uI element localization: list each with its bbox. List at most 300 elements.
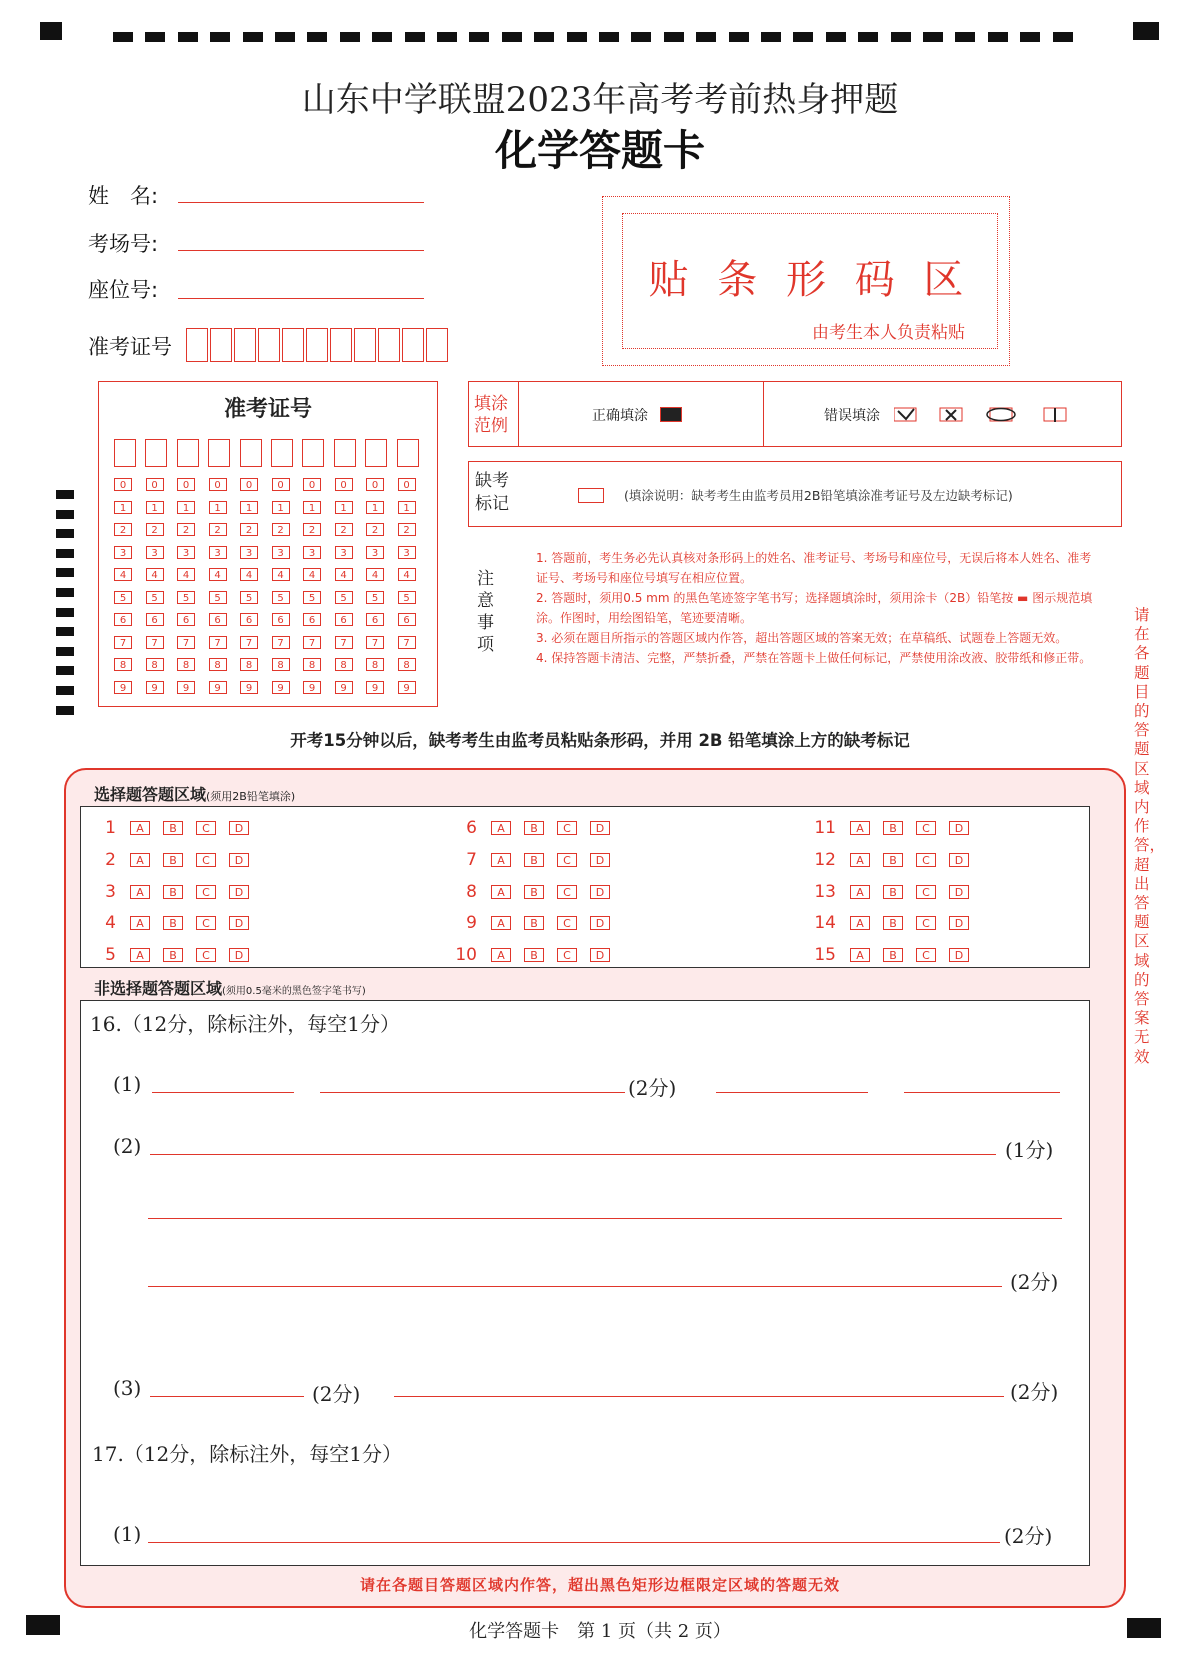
id-digit-row: [114, 478, 429, 494]
id-digit-bubble[interactable]: 5: [209, 591, 227, 604]
id-write-box[interactable]: [114, 439, 136, 467]
timing-mark: [534, 32, 554, 42]
id-digit-box[interactable]: [330, 328, 352, 362]
mc-option-bubble[interactable]: D: [229, 821, 249, 835]
id-digit-row: [114, 546, 429, 562]
id-write-box[interactable]: [334, 439, 356, 467]
timing-mark: [56, 510, 74, 519]
mc-option-bubble[interactable]: D: [590, 853, 610, 867]
q16-2b-points: (2分): [1010, 1270, 1059, 1294]
id-digit-bubble[interactable]: 8: [240, 658, 258, 671]
timing-mark: [729, 32, 749, 42]
id-digit-bubble[interactable]: 5: [177, 591, 195, 604]
id-digit-bubble[interactable]: 3: [366, 546, 384, 559]
id-digit-bubble[interactable]: 2: [146, 523, 164, 536]
id-digit-bubble[interactable]: 4: [366, 568, 384, 581]
id-digit-bubble[interactable]: 7: [366, 636, 384, 649]
timing-mark: [210, 32, 230, 42]
mc-option-bubble[interactable]: A: [130, 948, 150, 962]
mc-question-row: [806, 882, 982, 902]
fill-example-label: 填涂 范例: [474, 394, 508, 436]
id-digit-bubble[interactable]: 8: [209, 658, 227, 671]
id-digit-box[interactable]: [186, 328, 208, 362]
mc-option-bubble[interactable]: A: [850, 948, 870, 962]
mc-question-number: 12: [814, 849, 836, 870]
note-item: 1. 答题前，考生务必先认真核对条形码上的姓名、准考证号、考场号和座位号，无误后将本人姓名、准考证号、考场号和座位号填写在相应位置。: [536, 551, 1092, 585]
id-digit-bubble[interactable]: 1: [272, 501, 290, 514]
barcode-note: 由考生本人负责粘贴: [812, 323, 965, 343]
free-title-text: 非选择题答题区域: [94, 979, 223, 998]
id-digit-box[interactable]: [426, 328, 448, 362]
timing-mark: [372, 32, 392, 42]
timing-mark: [56, 627, 74, 636]
id-digit-bubble[interactable]: 3: [146, 546, 164, 559]
id-digit-bubble[interactable]: 9: [366, 681, 384, 694]
mc-question-row: [447, 850, 623, 870]
id-digit-bubble[interactable]: 2: [240, 523, 258, 536]
mc-option-bubble[interactable]: D: [590, 821, 610, 835]
id-panel-title: 准考证号: [223, 397, 312, 422]
id-digit-bubble[interactable]: 4: [272, 568, 290, 581]
mc-option-bubble[interactable]: C: [196, 885, 216, 899]
mc-option-bubble[interactable]: D: [949, 885, 969, 899]
mc-option-bubble[interactable]: C: [916, 821, 936, 835]
mc-question-row: [86, 818, 262, 838]
sheet-title: 化学答题卡: [494, 126, 705, 175]
id-digit-bubble[interactable]: 3: [303, 546, 321, 559]
id-digit-bubble[interactable]: 5: [114, 591, 132, 604]
mc-option-bubble[interactable]: A: [850, 916, 870, 930]
timing-mark: [826, 32, 846, 42]
mc-question-row: [806, 913, 982, 933]
id-digit-bubble[interactable]: 6: [146, 613, 164, 626]
id-digit-bubble[interactable]: 3: [398, 546, 416, 559]
id-digit-bubble[interactable]: 8: [146, 658, 164, 671]
id-digit-bubble[interactable]: 0: [114, 478, 132, 491]
name-field[interactable]: [178, 202, 424, 203]
id-digit-bubble[interactable]: 9: [177, 681, 195, 694]
q16-2-answer-b[interactable]: [148, 1218, 1062, 1219]
id-digit-row: [114, 523, 429, 539]
wrong-fill-label: 错误填涂: [824, 408, 880, 424]
q16-1-answer-a[interactable]: [152, 1092, 294, 1093]
q16-3-answer-b[interactable]: [394, 1396, 1004, 1397]
id-digit-bubble[interactable]: 4: [335, 568, 353, 581]
mc-option-bubble[interactable]: A: [491, 853, 511, 867]
mc-question-row: [447, 945, 623, 965]
timing-mark: [696, 32, 716, 42]
id-digit-bubble[interactable]: 9: [335, 681, 353, 694]
mc-option-bubble[interactable]: B: [524, 948, 544, 962]
mc-question-row: [86, 850, 262, 870]
bottom-warning: 请在各题目答题区域内作答，超出黑色矩形边框限定区域的答题无效: [359, 1576, 840, 1594]
mc-option-bubble[interactable]: D: [229, 853, 249, 867]
id-digit-row: [114, 613, 429, 629]
absent-mark-bubble[interactable]: [578, 488, 604, 503]
id-digit-bubble[interactable]: 7: [272, 636, 290, 649]
free-title: [94, 976, 366, 999]
mc-option-bubble[interactable]: D: [229, 885, 249, 899]
q17-heading: 17.（12分，除标注外，每空1分）: [92, 1442, 402, 1466]
note-item: 3. 必须在题目所指示的答题区域内作答，超出答题区域的答案无效；在草稿纸、试题卷上答题无效。: [536, 631, 1068, 645]
timing-mark: [56, 588, 74, 597]
mc-option-bubble[interactable]: B: [524, 916, 544, 930]
mc-option-bubble[interactable]: D: [229, 948, 249, 962]
mc-option-bubble[interactable]: D: [590, 948, 610, 962]
id-digit-bubble[interactable]: 2: [366, 523, 384, 536]
id-write-box[interactable]: [302, 439, 324, 467]
id-digit-bubble[interactable]: 8: [398, 658, 416, 671]
id-digit-bubble[interactable]: 0: [209, 478, 227, 491]
id-digit-bubble[interactable]: 0: [146, 478, 164, 491]
id-digit-bubble[interactable]: 1: [366, 501, 384, 514]
mc-question-number: 3: [105, 881, 116, 902]
mc-option-bubble[interactable]: A: [130, 916, 150, 930]
id-write-box[interactable]: [177, 439, 199, 467]
id-write-box[interactable]: [145, 439, 167, 467]
timing-mark: [631, 32, 651, 42]
mc-option-bubble[interactable]: B: [163, 853, 183, 867]
mc-option-bubble[interactable]: A: [130, 885, 150, 899]
id-digit-row: [114, 681, 429, 697]
id-digit-bubble[interactable]: 1: [335, 501, 353, 514]
id-digit-bubble[interactable]: 7: [303, 636, 321, 649]
id-digit-bubble[interactable]: 1: [303, 501, 321, 514]
id-digit-bubble[interactable]: 9: [114, 681, 132, 694]
id-digit-bubble[interactable]: 4: [398, 568, 416, 581]
room-field[interactable]: [178, 250, 424, 251]
id-digit-bubble[interactable]: 7: [114, 636, 132, 649]
id-digit-bubble[interactable]: 5: [272, 591, 290, 604]
timing-mark: [923, 32, 943, 42]
q16-1-answer-b[interactable]: [320, 1092, 625, 1093]
timing-mark: [243, 32, 263, 42]
notes-list: [536, 548, 1100, 668]
id-digit-bubble[interactable]: 6: [177, 613, 195, 626]
id-digit-bubble[interactable]: 1: [177, 501, 195, 514]
seat-field[interactable]: [178, 298, 424, 299]
id-digit-bubble[interactable]: 3: [114, 546, 132, 559]
id-label: 准考证号: [88, 335, 172, 359]
mc-option-bubble[interactable]: A: [491, 821, 511, 835]
mc-option-bubble[interactable]: B: [524, 885, 544, 899]
id-digit-box[interactable]: [234, 328, 256, 362]
mc-option-bubble[interactable]: B: [883, 885, 903, 899]
id-digit-row: [114, 636, 429, 652]
mc-option-bubble[interactable]: B: [524, 853, 544, 867]
id-digit-box[interactable]: [210, 328, 232, 362]
q16-3-points-a: (2分): [312, 1382, 361, 1406]
id-digit-bubble[interactable]: 4: [209, 568, 227, 581]
q17-1-label: (1): [113, 1522, 142, 1546]
id-digit-bubble[interactable]: 6: [335, 613, 353, 626]
id-digit-bubble[interactable]: 7: [209, 636, 227, 649]
mc-question-number: 4: [105, 913, 116, 934]
id-digit-bubble[interactable]: 8: [272, 658, 290, 671]
timing-mark: [891, 32, 911, 42]
timing-mark: [56, 686, 74, 695]
fill-example-divider1: [518, 381, 519, 447]
absent-instruction: 开考15分钟以后，缺考考生由监考员粘贴条形码，并用 2B 铅笔填涂上方的缺考标记: [290, 731, 910, 750]
id-digit-bubble[interactable]: 5: [146, 591, 164, 604]
mc-option-bubble[interactable]: A: [491, 885, 511, 899]
id-digit-bubble[interactable]: 1: [240, 501, 258, 514]
timing-mark: [113, 32, 133, 42]
mc-option-bubble[interactable]: A: [491, 948, 511, 962]
absent-desc: (填涂说明：缺考考生由监考员用2B铅笔填涂准考证号及左边缺考标记): [624, 488, 1013, 503]
id-digit-bubble[interactable]: 2: [177, 523, 195, 536]
mc-question-row: [447, 882, 623, 902]
note-item: 4. 保持答题卡清洁、完整，严禁折叠，严禁在答题卡上做任何标记，严禁使用涂改液、胶带纸和修正带。: [536, 651, 1092, 665]
id-digit-bubble[interactable]: 4: [240, 568, 258, 581]
id-digit-box[interactable]: [402, 328, 424, 362]
mc-option-bubble[interactable]: C: [557, 821, 577, 835]
id-digit-bubble[interactable]: 9: [209, 681, 227, 694]
id-digit-bubble[interactable]: 9: [398, 681, 416, 694]
id-digit-bubble[interactable]: 6: [114, 613, 132, 626]
mc-option-bubble[interactable]: D: [949, 948, 969, 962]
mc-option-bubble[interactable]: D: [229, 916, 249, 930]
mc-option-bubble[interactable]: C: [557, 948, 577, 962]
mc-option-bubble[interactable]: B: [163, 948, 183, 962]
id-digit-bubble[interactable]: 6: [240, 613, 258, 626]
mc-title: [94, 782, 295, 805]
mc-option-bubble[interactable]: C: [916, 853, 936, 867]
id-digit-bubble[interactable]: 3: [240, 546, 258, 559]
q16-3-answer-a[interactable]: [150, 1396, 304, 1397]
id-digit-bubble[interactable]: 7: [398, 636, 416, 649]
mc-option-bubble[interactable]: D: [949, 821, 969, 835]
id-digit-box[interactable]: [306, 328, 328, 362]
timing-mark: [793, 32, 813, 42]
timing-mark: [307, 32, 327, 42]
mc-option-bubble[interactable]: C: [196, 948, 216, 962]
mc-subtitle: (须用2B铅笔填涂): [206, 790, 296, 803]
id-digit-row: [114, 591, 429, 607]
id-digit-bubble[interactable]: 7: [240, 636, 258, 649]
mc-option-bubble[interactable]: D: [949, 853, 969, 867]
mc-question-number: 10: [455, 945, 477, 966]
id-digit-bubble[interactable]: 3: [209, 546, 227, 559]
mc-option-bubble[interactable]: C: [916, 916, 936, 930]
timing-mark: [664, 32, 684, 42]
mc-question-row: [86, 945, 262, 965]
mc-option-bubble[interactable]: B: [524, 821, 544, 835]
id-digit-bubble[interactable]: 6: [366, 613, 384, 626]
q16-3-label: (3): [113, 1376, 142, 1400]
timing-mark: [405, 32, 425, 42]
mc-question-number: 2: [105, 849, 116, 870]
q16-1-label: (1): [113, 1072, 142, 1096]
id-digit-bubble[interactable]: 9: [146, 681, 164, 694]
id-digit-bubble[interactable]: 1: [114, 501, 132, 514]
id-digit-bubble[interactable]: 2: [303, 523, 321, 536]
q17-1-points: (2分): [1004, 1524, 1053, 1548]
id-digit-bubble[interactable]: 8: [303, 658, 321, 671]
id-digit-bubble[interactable]: 2: [272, 523, 290, 536]
barcode-title: 贴 条 形 码 区: [648, 257, 972, 303]
timing-mark: [56, 529, 74, 538]
mc-option-bubble[interactable]: B: [163, 916, 183, 930]
id-write-box[interactable]: [365, 439, 387, 467]
id-write-box[interactable]: [208, 439, 230, 467]
timing-mark: [988, 32, 1008, 42]
id-digit-bubble[interactable]: 7: [335, 636, 353, 649]
id-digit-bubble[interactable]: 0: [177, 478, 195, 491]
id-write-box[interactable]: [240, 439, 262, 467]
corner-mark-tr: [1133, 22, 1159, 40]
mc-option-bubble[interactable]: A: [491, 916, 511, 930]
q16-2-points: (1分): [1005, 1138, 1054, 1162]
absent-label: 缺考 标记: [475, 471, 509, 514]
id-digit-bubble[interactable]: 0: [272, 478, 290, 491]
id-digit-bubble[interactable]: 0: [398, 478, 416, 491]
id-digit-bubble[interactable]: 6: [272, 613, 290, 626]
timing-mark: [502, 32, 522, 42]
id-digit-bubble[interactable]: 7: [177, 636, 195, 649]
timing-mark: [56, 608, 74, 617]
id-digit-bubble[interactable]: 1: [146, 501, 164, 514]
timing-mark: [56, 549, 74, 558]
id-digit-bubble[interactable]: 3: [335, 546, 353, 559]
mc-option-bubble[interactable]: A: [130, 821, 150, 835]
id-digit-bubble[interactable]: 3: [177, 546, 195, 559]
id-digit-box[interactable]: [354, 328, 376, 362]
id-digit-bubble[interactable]: 6: [303, 613, 321, 626]
id-digit-bubble[interactable]: 5: [335, 591, 353, 604]
mc-option-bubble[interactable]: A: [850, 885, 870, 899]
id-digit-bubble[interactable]: 0: [303, 478, 321, 491]
mc-question-row: [86, 882, 262, 902]
fill-example-divider2: [763, 381, 764, 447]
id-digit-bubble[interactable]: 2: [114, 523, 132, 536]
id-digit-bubble[interactable]: 5: [366, 591, 384, 604]
timing-mark: [858, 32, 878, 42]
id-digit-bubble[interactable]: 2: [209, 523, 227, 536]
mc-option-bubble[interactable]: B: [163, 821, 183, 835]
timing-mark: [1053, 32, 1073, 42]
id-digit-bubble[interactable]: 8: [366, 658, 384, 671]
id-digit-bubble[interactable]: 9: [272, 681, 290, 694]
mc-option-bubble[interactable]: C: [196, 916, 216, 930]
id-digit-bubble[interactable]: 2: [335, 523, 353, 536]
mc-option-bubble[interactable]: D: [590, 916, 610, 930]
mc-option-bubble[interactable]: C: [916, 948, 936, 962]
free-box: [80, 1000, 1090, 1566]
id-digit-bubble[interactable]: 9: [303, 681, 321, 694]
mc-question-row: [447, 913, 623, 933]
mc-option-bubble[interactable]: B: [163, 885, 183, 899]
mc-option-bubble[interactable]: A: [850, 853, 870, 867]
id-digit-bubble[interactable]: 5: [303, 591, 321, 604]
id-digit-bubble[interactable]: 0: [366, 478, 384, 491]
id-digit-bubble[interactable]: 2: [398, 523, 416, 536]
mc-option-bubble[interactable]: C: [557, 916, 577, 930]
mc-option-bubble[interactable]: C: [557, 853, 577, 867]
id-digit-bubble[interactable]: 8: [335, 658, 353, 671]
mc-option-bubble[interactable]: C: [916, 885, 936, 899]
mc-title-text: 选择题答题区域: [94, 785, 207, 804]
mc-option-bubble[interactable]: B: [883, 916, 903, 930]
id-panel-write-boxes[interactable]: [114, 439, 428, 467]
notes-label: 注 意 事 项: [477, 569, 494, 655]
id-digit-bubble[interactable]: 5: [398, 591, 416, 604]
id-digit-bubble[interactable]: 4: [114, 568, 132, 581]
id-digit-bubble[interactable]: 4: [146, 568, 164, 581]
mc-option-bubble[interactable]: C: [196, 821, 216, 835]
mc-option-bubble[interactable]: B: [883, 821, 903, 835]
mc-option-bubble[interactable]: A: [850, 821, 870, 835]
timing-mark: [1020, 32, 1040, 42]
q16-heading: 16.（12分，除标注外，每空1分）: [90, 1012, 400, 1036]
id-digit-bubble[interactable]: 1: [398, 501, 416, 514]
id-digit-bubble[interactable]: 7: [146, 636, 164, 649]
id-digit-bubble[interactable]: 9: [240, 681, 258, 694]
mc-option-bubble[interactable]: B: [883, 948, 903, 962]
note-item: 2. 答题时，须用0.5 mm 的黑色笔迹签字笔书写；选择题填涂时，须用涂卡（2B）铅笔按 ▬ 图示规范填涂。作图时，用绘图铅笔，笔迹要清晰。: [536, 591, 1093, 625]
timing-mark: [955, 32, 975, 42]
id-digit-bubble[interactable]: 0: [240, 478, 258, 491]
room-label: 考场号:: [88, 232, 159, 256]
mc-question-row: [86, 913, 262, 933]
corner-mark-tl: [40, 22, 62, 40]
id-digit-box[interactable]: [258, 328, 280, 362]
id-digit-bubble[interactable]: 6: [398, 613, 416, 626]
id-write-box[interactable]: [397, 439, 419, 467]
q16-1-answer-d[interactable]: [904, 1092, 1060, 1093]
free-subtitle: (须用0.5毫米的黑色签字笔书写): [222, 986, 366, 997]
id-digit-bubble[interactable]: 5: [240, 591, 258, 604]
timing-mark: [340, 32, 360, 42]
id-boxes[interactable]: [186, 328, 450, 362]
q16-1-answer-c[interactable]: [716, 1092, 868, 1093]
q16-2-answer-a[interactable]: [150, 1154, 996, 1155]
correct-fill-sample: [660, 407, 682, 422]
q17-1-answer[interactable]: [148, 1542, 1000, 1543]
mc-option-bubble[interactable]: C: [557, 885, 577, 899]
mc-question-number: 11: [814, 818, 836, 838]
id-digit-box[interactable]: [282, 328, 304, 362]
timing-mark: [56, 706, 74, 715]
timing-mark: [599, 32, 619, 42]
id-digit-bubble[interactable]: 4: [177, 568, 195, 581]
q16-2-answer-c[interactable]: [148, 1286, 1002, 1287]
id-digit-bubble[interactable]: 3: [272, 546, 290, 559]
mc-question-row: [806, 818, 982, 838]
timing-mark: [145, 32, 165, 42]
mc-option-bubble[interactable]: B: [883, 853, 903, 867]
id-digit-box[interactable]: [378, 328, 400, 362]
mc-option-bubble[interactable]: C: [196, 853, 216, 867]
id-digit-row: [114, 658, 429, 674]
side-note: 请在各题目的答题区域内作答，超出答题区域的答案无效: [1134, 606, 1166, 1066]
q16-1-points: (2分): [628, 1076, 677, 1100]
mc-question-number: 14: [814, 913, 836, 934]
id-digit-bubble[interactable]: 1: [209, 501, 227, 514]
id-digit-bubble[interactable]: 0: [335, 478, 353, 491]
mc-question-number: 1: [105, 818, 116, 838]
id-digit-bubble[interactable]: 4: [303, 568, 321, 581]
id-write-box[interactable]: [271, 439, 293, 467]
timing-mark: [761, 32, 781, 42]
id-digit-bubble[interactable]: 8: [177, 658, 195, 671]
mc-option-bubble[interactable]: D: [949, 916, 969, 930]
page-footer: 化学答题卡 第 1 页（共 2 页）: [469, 1621, 731, 1642]
id-digit-bubble[interactable]: 6: [209, 613, 227, 626]
mc-option-bubble[interactable]: A: [130, 853, 150, 867]
id-digit-bubble[interactable]: 8: [114, 658, 132, 671]
mc-option-bubble[interactable]: D: [590, 885, 610, 899]
